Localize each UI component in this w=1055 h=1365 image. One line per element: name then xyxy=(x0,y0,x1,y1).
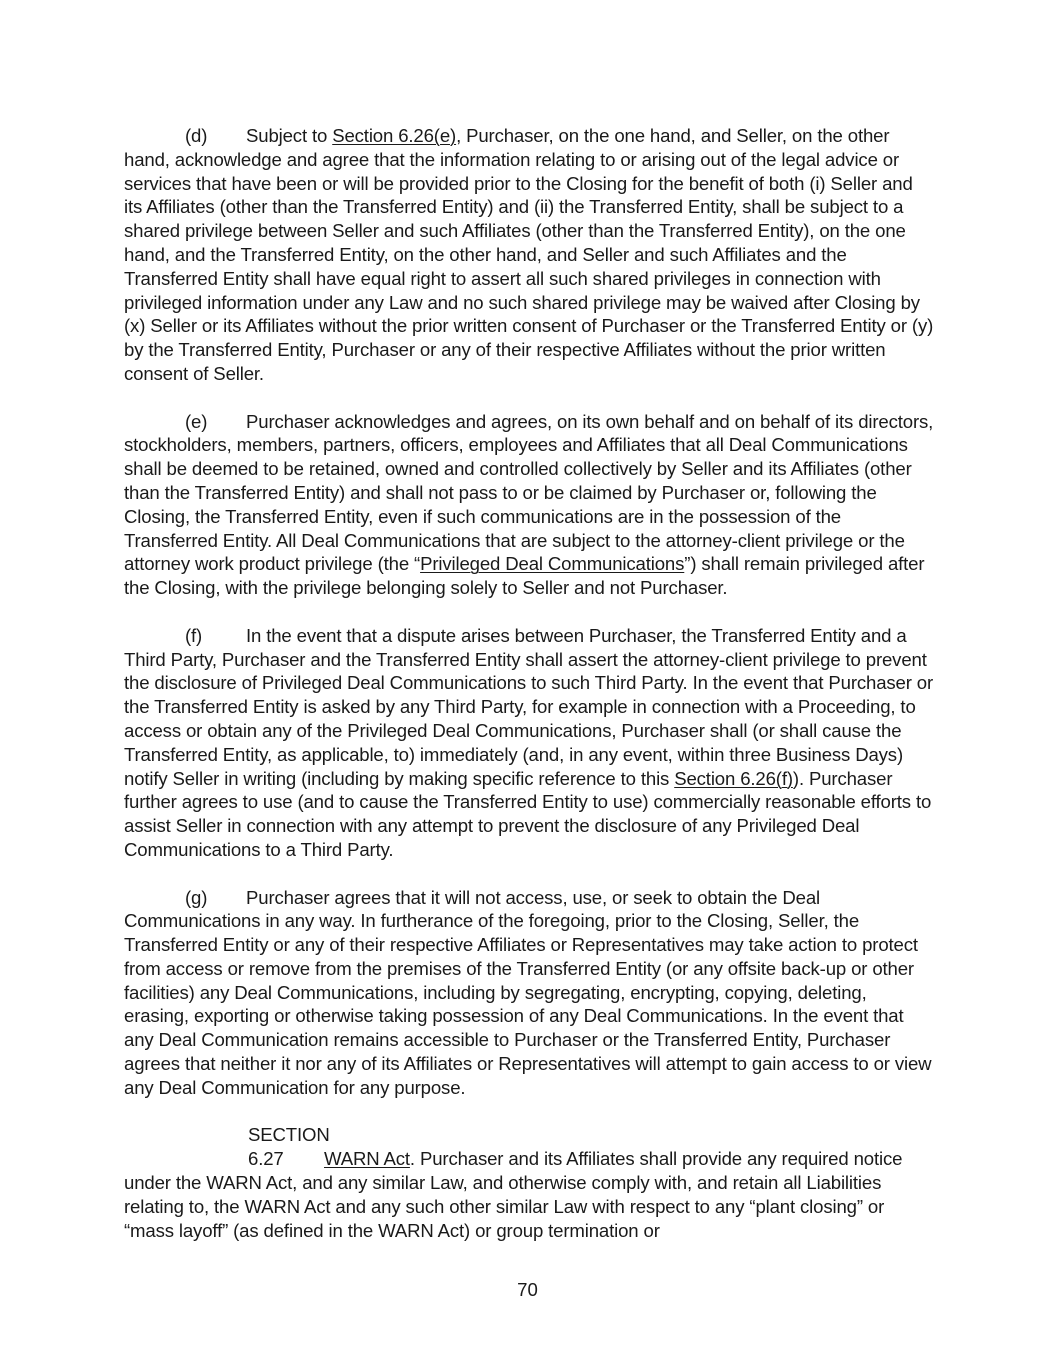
defined-term: Privileged Deal Communications xyxy=(420,553,685,575)
document-body xyxy=(124,124,934,1242)
paragraph-d xyxy=(124,124,934,386)
paragraph-text: Purchaser agrees that it will not access, use, or seek to obtain the Deal Communications in any way. In furtherance of the foregoing, prior to the Closing, Seller, the Transferred Entity or any of their respective Affiliates or Representatives may take action to protect from access or remove from the premises of the Transferred Entity (or any offsite back-up or other facilities) any Deal Communications, including by segregating, encrypting, copying, deleting, erasing, exporting or otherwise taking possession of any Deal Communications. In the event that any Deal Communication remains accessible to Purchaser or the Transferred Entity, Purchaser agrees that neither it nor any of its Affiliates or Representatives will attempt to gain access to or view any Deal Communication for any purpose. xyxy=(124,886,932,1098)
paragraph-e xyxy=(124,410,934,600)
paragraph-f xyxy=(124,624,934,862)
paragraph-text: Subject to xyxy=(246,125,333,146)
section-6-27 xyxy=(124,1123,934,1242)
paragraph-text: , Purchaser, on the one hand, and Seller, on the other hand, acknowledge and agree that the information relating to or arising out of the legal advice or services that have been or will be provided prior to the Closing for the benefit of both (i) Seller and its Affiliates (other than the Transferred Entity) and (ii) the Transferred Entity, shall be subject to a shared privilege between Seller and such Affiliates (other than the Transferred Entity), on the one hand, and the Transferred Entity, on the other hand, and Seller and such Affiliates and the Transferred Entity shall have equal right to assert all such shared privileges in connection with privileged information under any Law and no such shared privilege may be waived after Closing by (x) Seller or its Affiliates without the prior written consent of Purchaser or the Transferred Entity or (y) by the Transferred Entity, Purchaser or any of their respective Affiliates without the prior written consent of Seller. xyxy=(124,125,934,384)
section-number: SECTION 6.27 xyxy=(248,1124,330,1170)
paragraph-text: ”) shall remain privileged after the Closing, with the privilege belonging solely to Seller and not Purchaser. xyxy=(124,553,925,599)
section-title: WARN Act xyxy=(324,1148,410,1170)
paragraph-g xyxy=(124,886,934,1100)
section-reference-link[interactable]: Section 6.26(e) xyxy=(332,125,457,146)
paragraph-label: (d) xyxy=(185,125,208,146)
section-reference-link[interactable]: Section 6.26(f) xyxy=(674,767,793,789)
page-number: 70 xyxy=(517,1279,538,1300)
paragraph-label: (e) xyxy=(185,410,208,432)
paragraph-label: (f) xyxy=(185,624,203,646)
paragraph-label: (g) xyxy=(185,886,208,908)
section-text: . Purchaser and its Affiliates shall provide any required notice under the WARN Act, and any similar Law, and otherwise comply with, and retain all Liabilities relating to, the WARN Act and any such other similar Law with respect to any “plant closing” or “mass layoff” (as defined in the WARN Act) or group termination or xyxy=(124,1148,903,1241)
paragraph-text: Purchaser acknowledges and agrees, on its own behalf and on behalf of its directors, stockholders, members, partners, officers, employees and Affiliates that all Deal Communications shall be deemed to be retained, owned and controlled collectively by Seller and its Affiliates (other than the Transferred Entity) and shall not pass to or be claimed by Purchaser or, following the Closing, the Transferred Entity, even if such communications are in the possession of the Transferred Entity. All Deal Communications that are subject to the attorney-client privilege or the attorney work product privilege (the “ xyxy=(124,410,934,575)
paragraph-text: ). Purchaser further agrees to use (and to cause the Transferred Entity to use) commercially reasonable efforts to assist Seller in connection with any attempt to prevent the disclosure of any Privileged Deal Communications to a Third Party. xyxy=(124,767,932,860)
paragraph-text: In the event that a dispute arises between Purchaser, the Transferred Entity and a Third Party, Purchaser and the Transferred Entity shall assert the attorney-client privilege to prevent the disclosure of Privileged Deal Communications to such Third Party. In the event that Purchaser or the Transferred Entity is asked by any Third Party, for example in connection with a Proceeding, to access or obtain any of the Privileged Deal Communications, Purchaser shall (or shall cause the Transferred Entity, as applicable, to) immediately (and, in any event, within three Business Days) notify Seller in writing (including by making specific reference to this xyxy=(124,624,934,789)
